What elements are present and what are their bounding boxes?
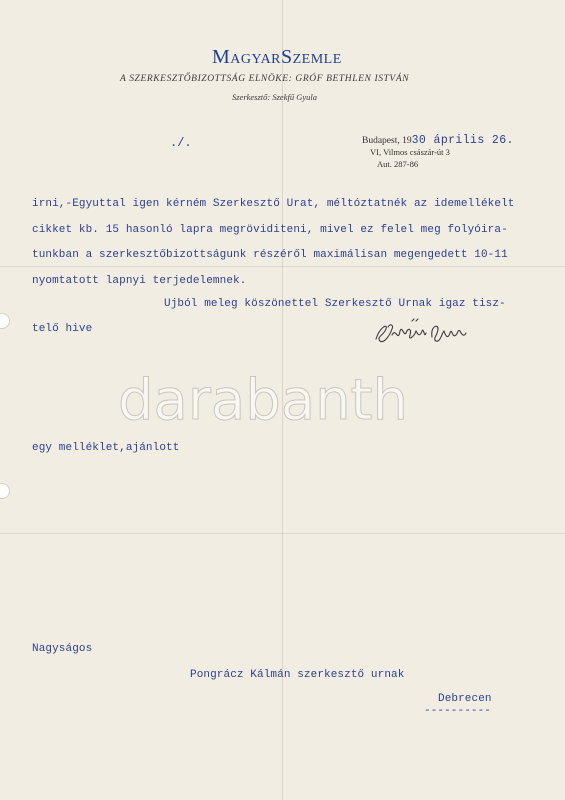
letterhead-subtitle: A SZERKESZTŐBIZOTTSÁG ELNÖKE: GRÓF BETHLEN ISTVÁN [120,74,410,84]
reference-mark: ./. [170,136,192,150]
enclosure-note: egy melléklet,ajánlott [32,442,180,454]
letterhead-editor: Szerkesztő: Szekfű Gyula [232,92,317,102]
place-date-printed: Budapest, 19 [362,136,412,146]
fold-line-horizontal [0,533,565,534]
body-line: Ujból meleg köszönettel Szerkesztő Urnak igaz tisz- [164,298,506,310]
address-line: VI, Vilmos császár-út 3 [370,147,450,157]
phone-line: Aut. 287-86 [377,159,419,169]
recipient-name: Pongrácz Kálmán szerkesztő urnak [190,669,405,681]
city-underline: ---------- [424,705,492,717]
body-line: telő hive [32,323,93,335]
letterhead-title: MagyarSzemle [212,46,342,68]
recipient-salutation: Nagyságos [32,643,93,655]
place-date [362,134,514,147]
body-line: tunkban a szerkesztőbizottságunk részéről maximálisan megengedett 10-11 [32,249,508,261]
punch-hole [0,483,10,499]
recipient-city: Debrecen [438,693,492,705]
punch-hole [0,313,10,329]
handwritten-signature [372,317,468,347]
place-date-typed: 30 április 26. [411,134,514,147]
body-line: nyomtatott lapnyi terjedelemnek. [32,275,247,287]
fold-line-horizontal [0,266,565,267]
body-line: irni,-Egyuttal igen kérném Szerkesztő Urat, méltóztatnék az idemellékelt [32,198,515,210]
body-line: cikket kb. 15 hasonló lapra megröviditeni, mivel ez felel meg folyóira- [32,224,508,236]
watermark: darabanth [118,368,409,433]
